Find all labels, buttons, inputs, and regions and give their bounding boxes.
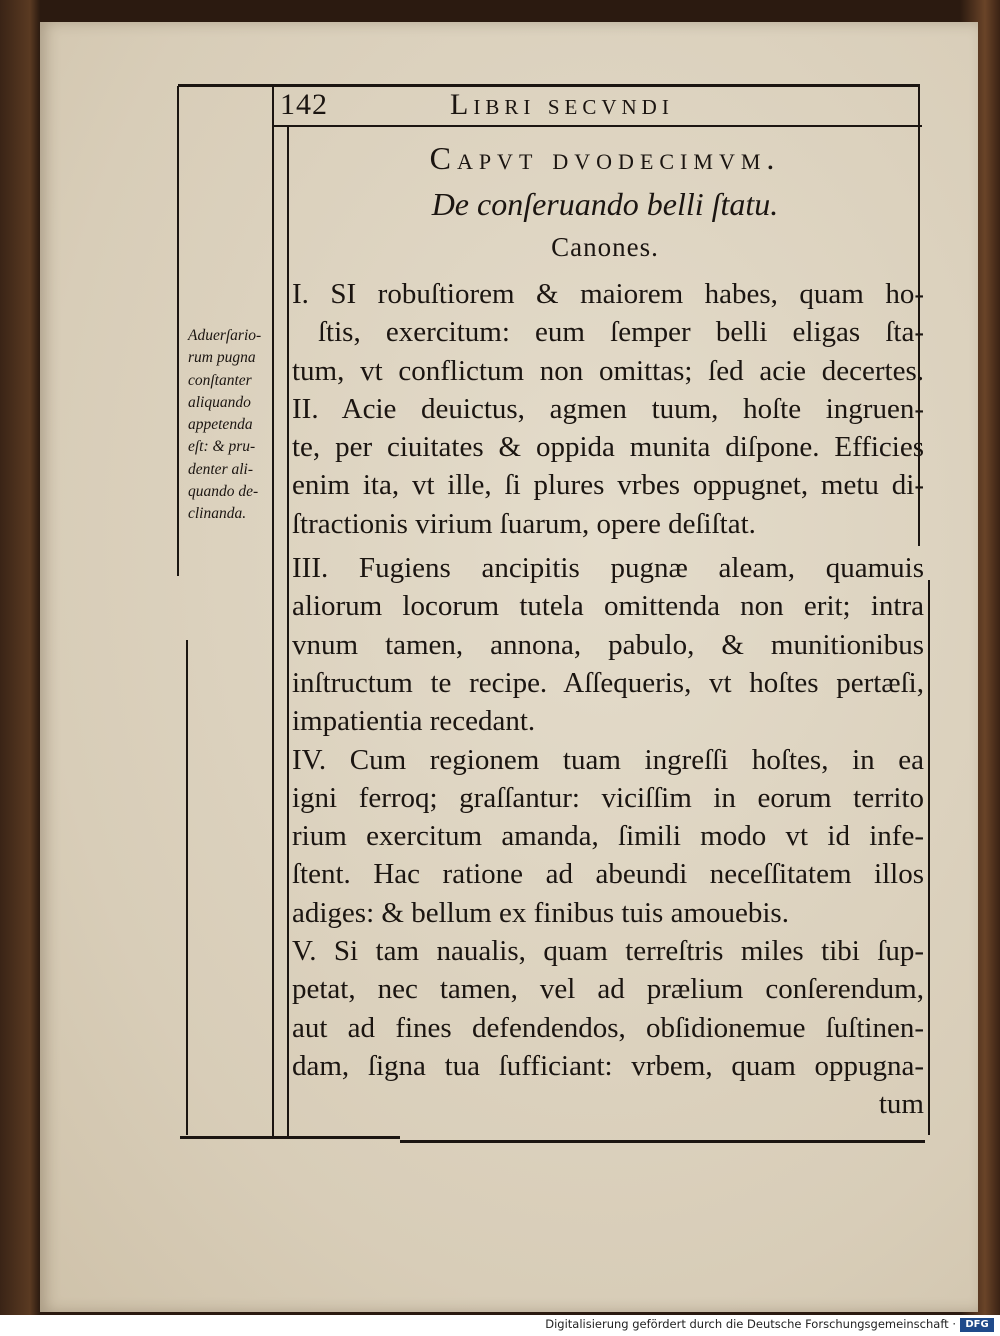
text-line: dam, ſigna tua ſufficiant: vrbem, quam oppugna- xyxy=(292,1049,924,1082)
margin-column-rule xyxy=(272,86,274,1136)
text-line: ſtractionis virium ſuarum, opere deſiſtat. xyxy=(292,507,756,540)
text-line: rium exercitum amanda, ſimili modo vt id infe- xyxy=(292,820,924,853)
text-line: ſtent. Hac ratione ad abeundi neceſſitatem illos xyxy=(292,858,924,891)
text-line: te, per ciuitates & oppida munita diſpone. Efficies xyxy=(292,431,924,464)
canones-heading: Canones. xyxy=(551,232,659,262)
text-line: I. SI robuſtiorem & maiorem habes, quam ho- xyxy=(292,278,924,310)
head-underline-rule xyxy=(272,125,922,127)
margin-note-line: eſt: & pru- xyxy=(188,438,256,456)
text-line: II. Acie deuictus, agmen tuum, hoſte ingruen- xyxy=(292,392,924,425)
margin-note-line: appetenda xyxy=(188,416,253,434)
running-head-title: Libri secvndi xyxy=(450,88,674,121)
section-title: De conſeruando belli ſtatu. xyxy=(431,186,779,222)
digitization-footer xyxy=(0,1315,1000,1336)
text-line: inſtructum te recipe. Aſſequeris, vt hoſtes pertæſi, xyxy=(292,666,924,699)
body-text xyxy=(292,275,924,1124)
page-number: 142 xyxy=(280,88,328,121)
text-line: adiges: & bellum ex finibus tuis amouebis. xyxy=(292,896,789,929)
text-line: igni ferroq; graſſantur: viciſſim in eorum territo xyxy=(292,781,924,814)
margin-note-line: denter ali- xyxy=(188,460,253,478)
margin-left-rule-lower xyxy=(186,640,188,1135)
catchword: tum xyxy=(878,1088,924,1121)
text-line: petat, nec tamen, vel ad prælium conſerendum, xyxy=(292,973,924,1006)
footer-credit: Digitalisierung gefördert durch die Deutsche Forschungsgemeinschaft · xyxy=(545,1317,956,1331)
text-line: aut ad fines defendendos, obſidionemue ſuſtinen- xyxy=(292,1011,924,1044)
frame-left-rule xyxy=(177,86,179,576)
margin-note-line: conſtanter xyxy=(188,371,252,389)
frame-right-rule-lower xyxy=(928,580,930,1135)
text-line: IV. Cum regionem tuam ingreſſi hoſtes, in ea xyxy=(292,743,924,776)
text-line: tum, vt conflictum non omittas; ſed acie decertes. xyxy=(292,354,924,387)
text-line: V. Si tam naualis, quam terreſtris miles tibi ſup- xyxy=(292,935,924,968)
margin-note-line: rum pugna xyxy=(188,349,256,367)
frame-bottom-rule-right xyxy=(400,1140,925,1143)
text-line: aliorum locorum tutela omittenda non erit; intra xyxy=(292,590,924,623)
text-line: vnum tamen, annona, pabulo, & munitionibus xyxy=(292,628,924,661)
margin-note-line: quando de- xyxy=(188,483,259,501)
text-line: impatientia recedant. xyxy=(292,705,536,738)
margin-note-line: clinanda. xyxy=(188,505,247,523)
margin-note-line: aliquando xyxy=(188,393,251,411)
text-line: ſtis, exercitum: eum ſemper belli eligas ſta- xyxy=(318,316,924,349)
running-head xyxy=(280,88,920,124)
text-line: III. Fugiens ancipitis pugnæ aleam, quamuis xyxy=(292,552,924,585)
margin-note-line: Aduerſario- xyxy=(188,327,262,344)
frame-top-rule xyxy=(178,84,920,87)
chapter-heading: Capvt dvodecimvm. xyxy=(429,140,781,176)
text-column-rule xyxy=(287,126,289,1136)
frame-bottom-rule xyxy=(180,1136,400,1139)
margin-note xyxy=(188,325,284,526)
text-line: enim ita, vt ille, ſi plures vrbes oppugnet, metu di- xyxy=(292,469,924,502)
dfg-logo-icon: DFG xyxy=(960,1318,994,1332)
